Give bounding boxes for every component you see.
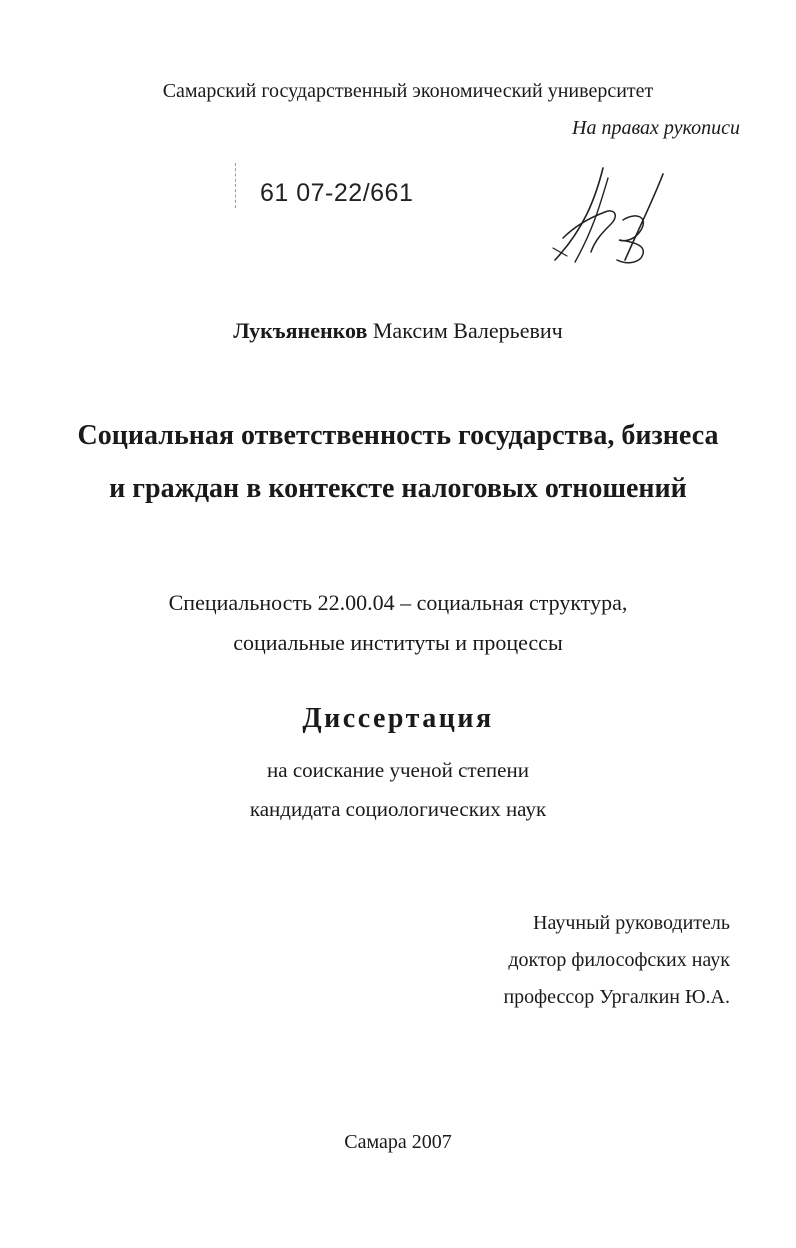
supervisor-role: Научный руководитель <box>533 912 730 934</box>
dissertation-title-line-2: и граждан в контексте налоговых отношений <box>109 473 687 504</box>
author-surname: Лукъяненков <box>233 318 368 343</box>
city-year: Самара 2007 <box>344 1131 452 1153</box>
degree-line-2: кандидата социологических наук <box>249 797 547 821</box>
registry-number: 61 07-22/661 <box>260 179 414 207</box>
author-name <box>0 318 796 344</box>
manuscript-note: На правах рукописи <box>572 117 740 139</box>
specialty-line-2: социальные институты и процессы <box>233 630 563 655</box>
dissertation-title-line-1: Социальная ответственность государства, бизнеса <box>77 420 719 451</box>
supervisor-name: профессор Ургалкин Ю.А. <box>503 986 730 1008</box>
author-given-names: Максим Валерьевич <box>372 318 563 343</box>
handwritten-signature <box>545 160 670 270</box>
registry-margin-mark <box>235 163 237 208</box>
specialty-line-1: Специальность 22.00.04 – социальная структура, <box>168 590 628 615</box>
supervisor-degree: доктор философских наук <box>508 949 730 971</box>
work-type-heading: Диссертация <box>302 703 494 734</box>
university-name: Самарский государственный экономический университет <box>162 80 654 102</box>
degree-line-1: на соискание ученой степени <box>267 758 529 782</box>
